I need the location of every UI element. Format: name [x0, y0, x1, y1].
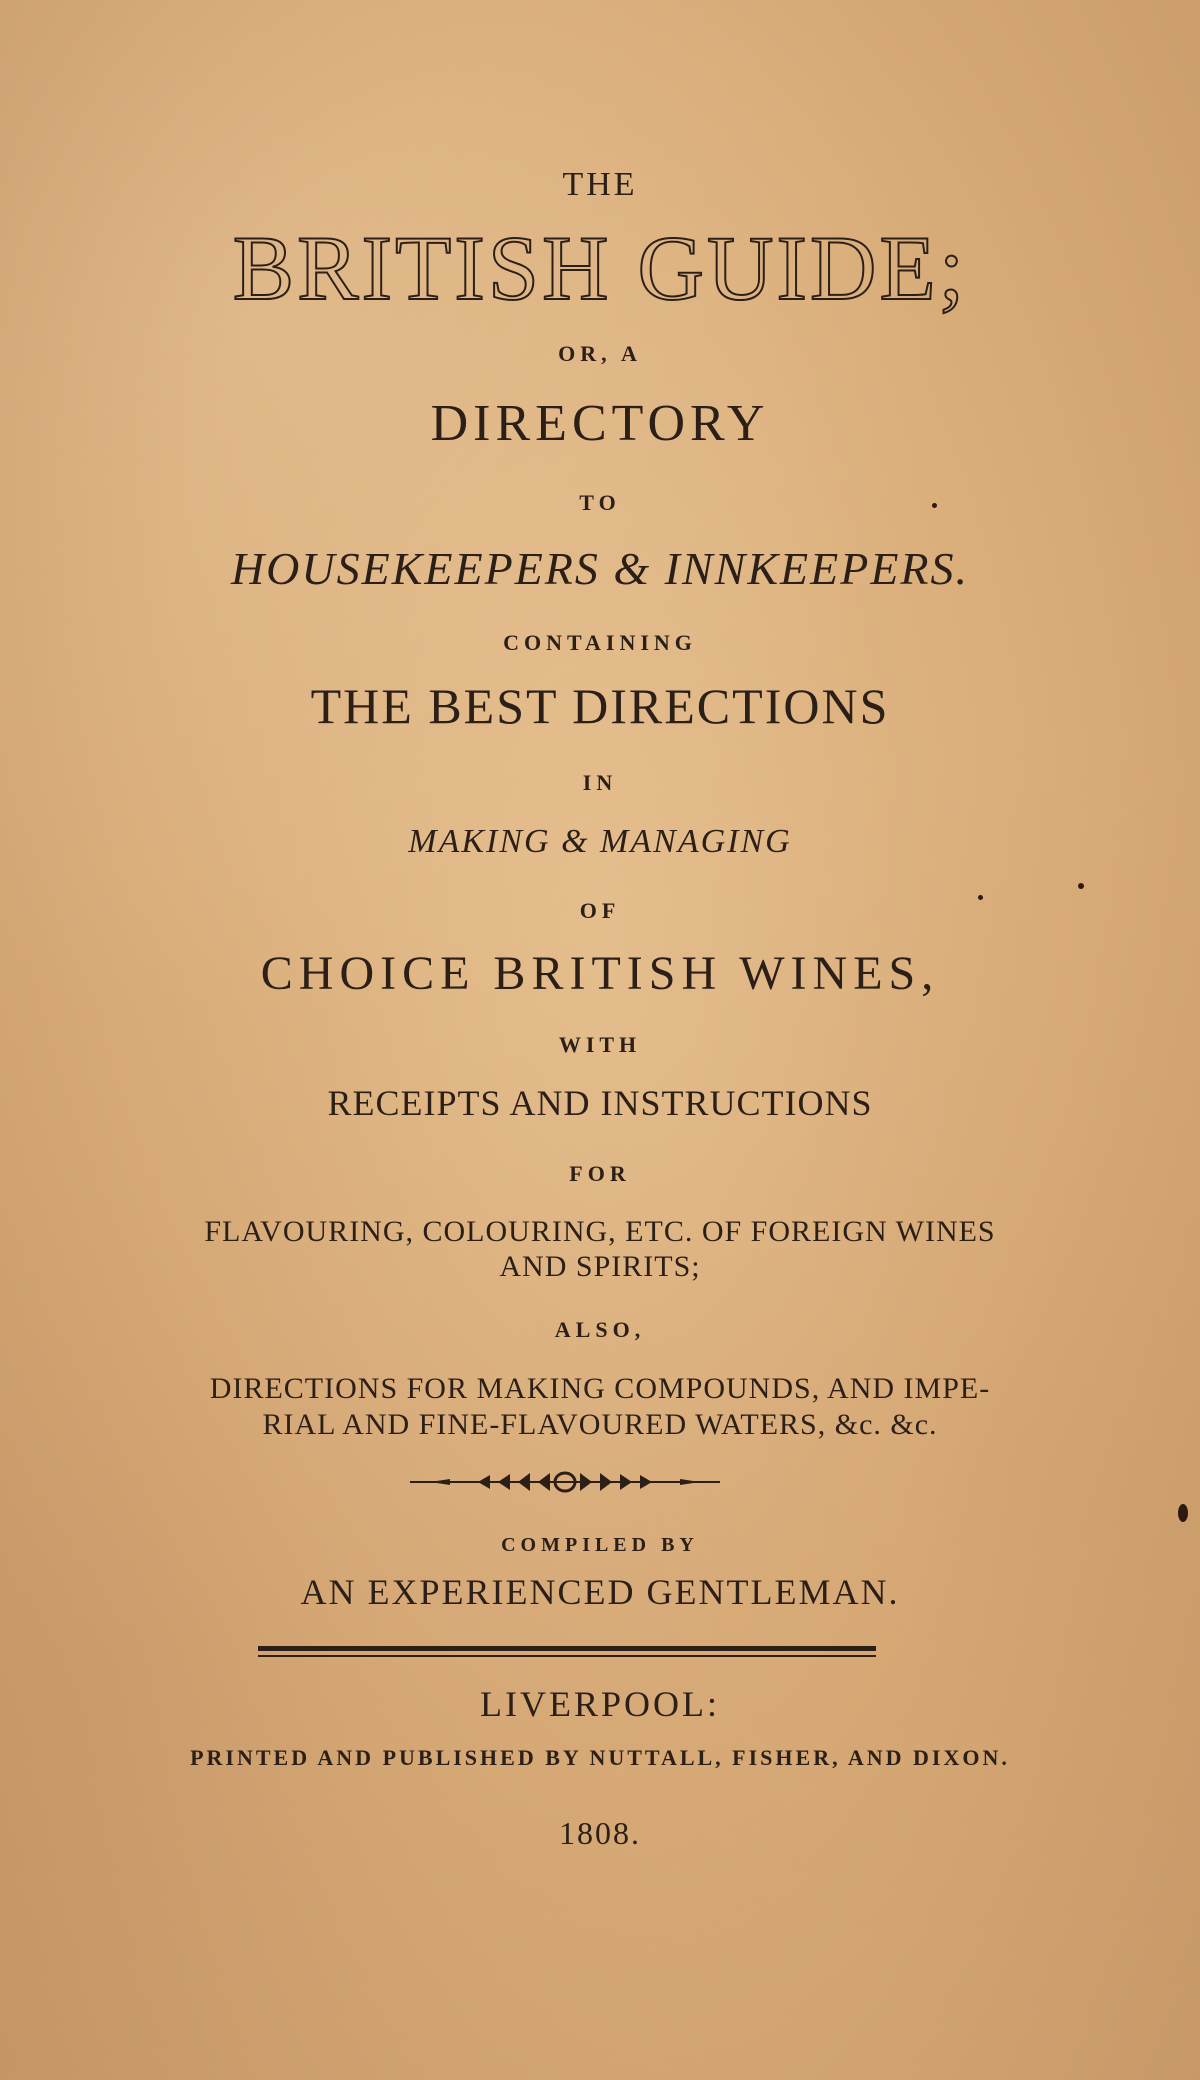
audience-heading: HOUSEKEEPERS & INNKEEPERS. — [230, 543, 970, 594]
in-line: IN — [582, 770, 618, 795]
ornament-divider — [410, 1470, 720, 1494]
ink-speck — [1078, 883, 1084, 889]
author-line: AN EXPERIENCED GENTLEMAN. — [300, 1572, 900, 1612]
ink-speck — [1178, 1504, 1188, 1522]
of-line: OF — [579, 898, 621, 923]
also-line: ALSO, — [554, 1317, 646, 1342]
making-managing-heading: MAKING & MANAGING — [408, 823, 792, 860]
flavouring-line-1: FLAVOURING, COLOURING, ETC. OF FOREIGN WINES — [204, 1215, 996, 1248]
double-rule-bottom — [258, 1655, 876, 1657]
choice-wines-heading: CHOICE BRITISH WINES, — [260, 947, 940, 1000]
compounds-line-2: RIAL AND FINE-FLAVOURED WATERS, &c. &c. — [262, 1408, 938, 1441]
for-line: FOR — [569, 1161, 631, 1186]
ink-speck — [932, 503, 937, 508]
imprint-line: PRINTED AND PUBLISHED BY NUTTALL, FISHER, AND DIXON. — [190, 1745, 1010, 1770]
ink-speck — [978, 895, 983, 900]
directory-heading: DIRECTORY — [430, 395, 770, 452]
book-title: BRITISH GUIDE; — [232, 217, 968, 319]
place-line: LIVERPOOL: — [480, 1684, 720, 1724]
compounds-line-1: DIRECTIONS FOR MAKING COMPOUNDS, AND IMPE- — [209, 1372, 991, 1405]
with-line: WITH — [558, 1032, 642, 1057]
containing-line: CONTAINING — [503, 630, 697, 655]
compiled-by-line: COMPILED BY — [501, 1534, 699, 1556]
best-directions-heading: THE BEST DIRECTIONS — [310, 678, 890, 734]
receipts-heading: RECEIPTS AND INSTRUCTIONS — [327, 1083, 873, 1123]
to-line: TO — [579, 490, 621, 515]
the-heading: THE — [562, 166, 638, 203]
flavouring-line-2: AND SPIRITS; — [499, 1250, 701, 1283]
double-rule-top — [258, 1646, 876, 1651]
or-a-line: OR, A — [558, 341, 642, 366]
year-line: 1808. — [559, 1815, 641, 1851]
